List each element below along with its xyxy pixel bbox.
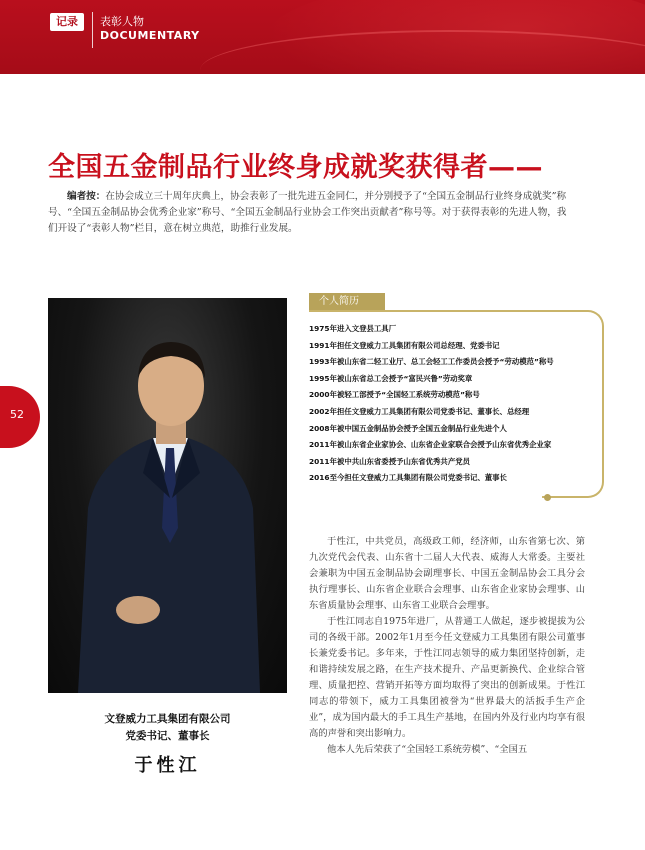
resume-item: 1975年进入文登县工具厂 [309,324,397,333]
header-banner [0,0,645,74]
category-label: 表彰人物 [100,15,144,28]
editor-note-text: 在协会成立三十周年庆典上，协会表彰了一批先进五金同仁，并分别授予了“全国五金制品行业终身成就奖”称号、“全国五金制品协会优秀企业家”称号、“全国五金制品行业协会工作突出贡献者”称号等。对于获得表彰的先进人物，我们开设了“表彰人物”栏目，意在树立典范，助推行业发展。 [48,191,567,234]
editor-note-label: 编者按： [67,191,106,202]
photo-caption [48,711,287,777]
resume-item: 1991年担任文登威力工具集团有限公司总经理、党委书记 [309,340,500,350]
resume-frame-dot [544,494,551,501]
body-paragraph: 于性江，中共党员，高级政工师，经济师，山东省第七次、第九次党代会代表、山东省十二届人大代表、威海人大常委。主要社会兼职为中国五金制品协会副理事长、中国五金制品协会工具分会执行理事长、山东省企业联合会理事、山东省企业家协会理事、山东省质量协会理事、山东省工业联合会理事。 [309,536,585,611]
caption-name: 于性江 [134,755,201,776]
header-divider [92,12,93,48]
body-paragraph: 于性江同志自1975年进厂，从普通工人做起，逐步被提拔为公司的各级干部。2002年1月至今任文登威力工具集团有限公司董事长兼党委书记。多年来，于性江同志领导的威力集团坚持创新，走和谐持续发展之路，在生产技术提升、产品更新换代、企业综合管理、质量把控、营销开拓等方面均取得了突出的创新成果。于性江同志的带领下，威力工具集团被誉为“世界最大的活扳手生产企业”，成为国内最大的手工具生产基地，在国内外及行业内均享有很高的声誉和突出影响力。 [309,616,585,739]
article-body [309,534,585,758]
portrait-photo [48,298,287,693]
resume-item: 2011年被山东省企业家协会、山东省企业家联合会授予山东省优秀企业家 [309,440,552,450]
resume-item: 1995年被山东省总工会授予“富民兴鲁”劳动奖章 [309,373,473,383]
resume-item: 2016至今担任文登威力工具集团有限公司党委书记、董事长 [309,473,507,483]
page-number: 52 [10,408,24,421]
section-badge: 记录 [50,13,84,31]
resume-list [309,321,554,487]
section-label: DOCUMENTARY [100,29,200,42]
caption-organization: 文登威力工具集团有限公司 [104,713,231,725]
body-paragraph: 他本人先后荣获了“全国轻工系统劳模”、“全国五 [327,744,528,755]
resume-item: 2002年担任文登威力工具集团有限公司党委书记、董事长、总经理 [309,406,530,416]
resume-item: 1993年被山东省二轻工业厅、总工会轻工工作委员会授予“劳动模范”称号 [309,357,554,367]
resume-item: 2011年被中共山东省委授予山东省优秀共产党员 [309,456,470,466]
page-title: 全国五金制品行业终身成就奖获得者—— [48,152,543,183]
portrait-illustration [48,298,287,693]
caption-position: 党委书记、董事长 [125,730,210,742]
resume-item: 2000年被轻工部授予“全国轻工系统劳动模范”称号 [309,390,480,400]
editor-note [48,189,576,237]
resume-item: 2008年被中国五金制品协会授予全国五金制品行业先进个人 [309,423,507,433]
resume-title: 个人简历 [309,293,385,311]
